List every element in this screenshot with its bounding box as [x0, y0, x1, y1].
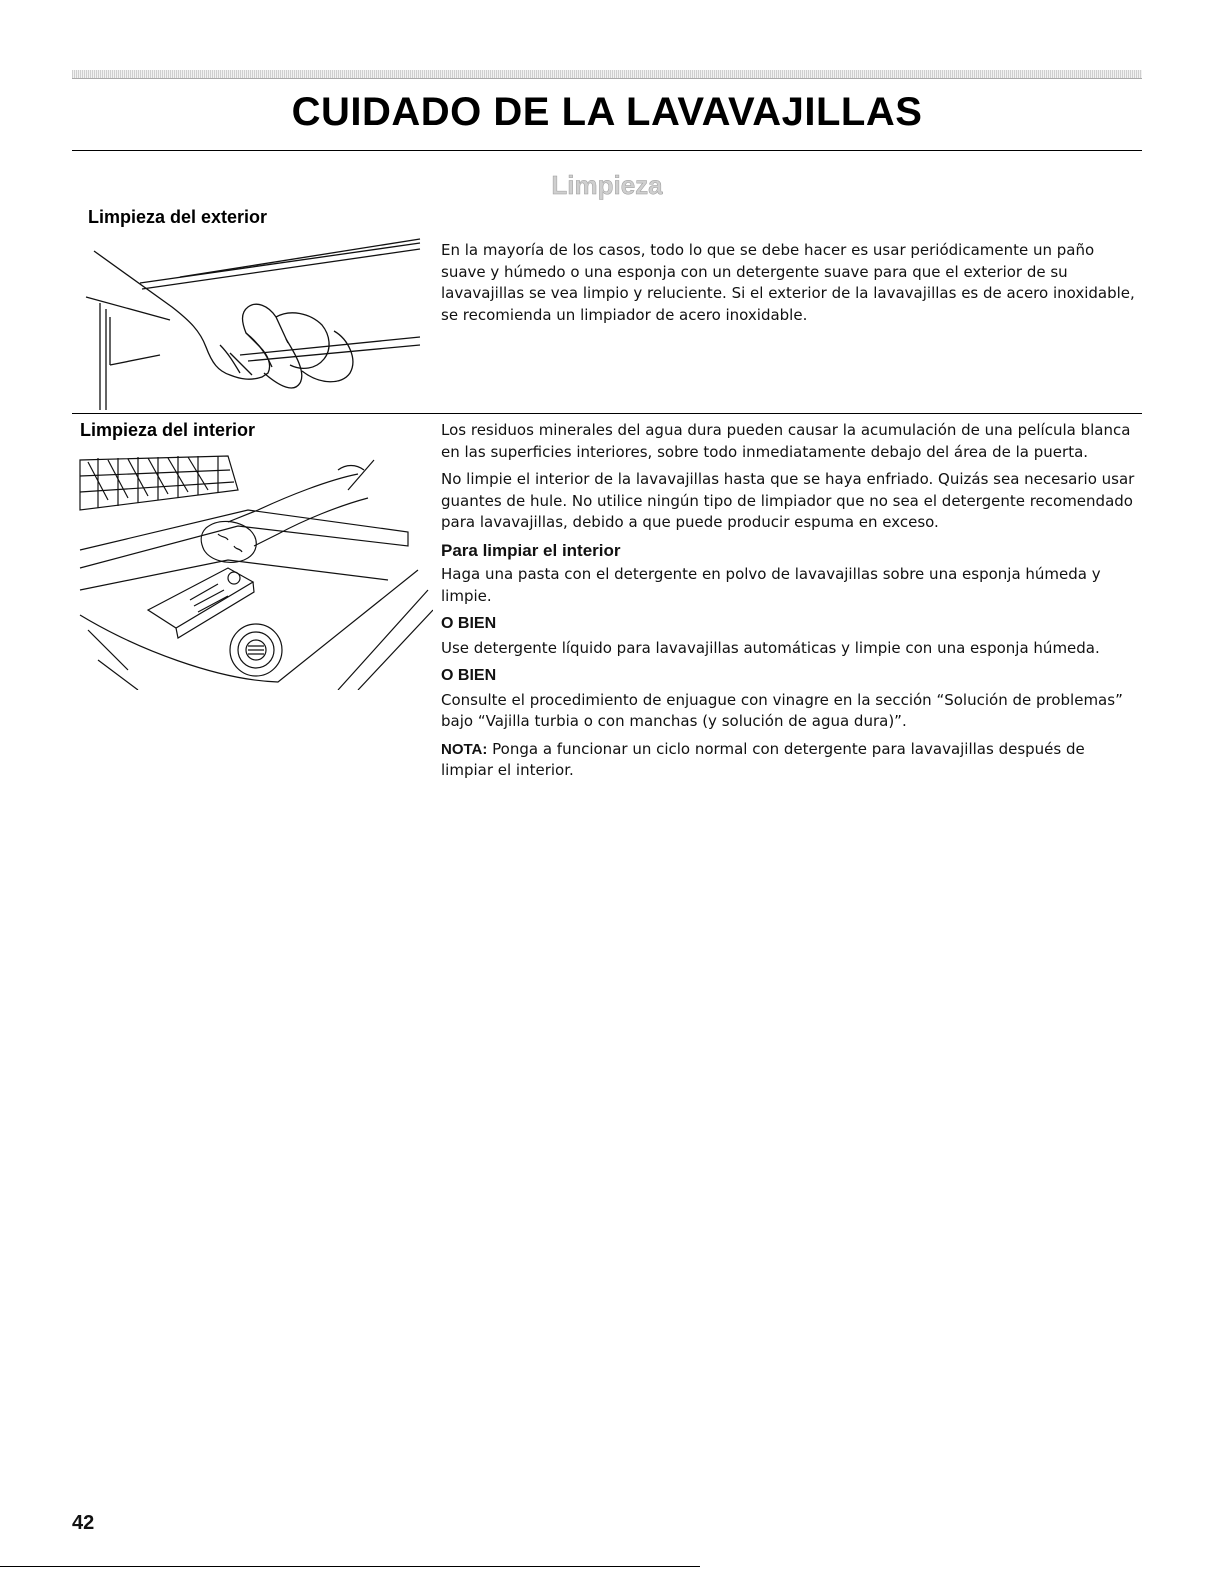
page-number: 42 — [72, 1512, 95, 1534]
interior-cleaning-illustration — [78, 450, 433, 690]
section-divider — [72, 413, 1142, 414]
section-heading: Limpieza — [551, 170, 663, 200]
interior-step-3: Consulte el procedimiento de enjuague con vinagre en la sección “Solución de problemas” bajo “Vajilla turbia o con manchas (y solución de agua dura)”. — [441, 690, 1123, 730]
interior-paragraph-2: No limpie el interior de la lavavajillas hasta que se haya enfriado. Quizás sea necesario usar guantes de hule. No utilice ningún tipo de limpiador que no sea el detergente recomendado para lavavajillas, debido a que puede producir espuma en exceso. — [441, 470, 1135, 531]
interior-content — [441, 420, 1141, 788]
or-label-1: O BIEN — [441, 615, 497, 632]
interior-note — [441, 739, 1141, 782]
interior-heading: Limpieza del interior — [80, 420, 256, 440]
interior-step-1: Haga una pasta con el detergente en polvo de lavavajillas sobre una esponja húmeda y limpie. — [441, 565, 1101, 605]
top-decorative-band — [72, 70, 1142, 79]
exterior-text: En la mayoría de los casos, todo lo que se debe hacer es usar periódicamente un paño suave y húmedo o una esponja con un detergente suave para que el exterior de su lavavajillas se vea limpio y reluciente. Si el exterior de la lavavajillas es de acero inoxidable, se recomienda un limpiador de acero inoxidable. — [441, 241, 1135, 324]
bottom-rule — [0, 1566, 700, 1567]
page-title: CUIDADO DE LA LAVAVAJILLAS — [291, 90, 923, 134]
exterior-cleaning-illustration — [80, 235, 425, 410]
or-label-2: O BIEN — [441, 667, 497, 684]
exterior-paragraph — [441, 240, 1141, 332]
interior-paragraph-1: Los residuos minerales del agua dura pueden causar la acumulación de una película blanca en las superficies interiores, sobre todo inmediatamente debajo del área de la puerta. — [441, 421, 1131, 461]
title-rule — [72, 150, 1142, 151]
note-text: Ponga a funcionar un ciclo normal con detergente para lavavajillas después de limpiar el interior. — [441, 739, 1085, 779]
exterior-heading: Limpieza del exterior — [88, 207, 268, 227]
note-label: NOTA: — [441, 740, 488, 758]
how-to-heading: Para limpiar el interior — [441, 540, 621, 560]
interior-step-2: Use detergente líquido para lavavajillas automáticas y limpie con una esponja húmeda. — [441, 638, 1100, 657]
